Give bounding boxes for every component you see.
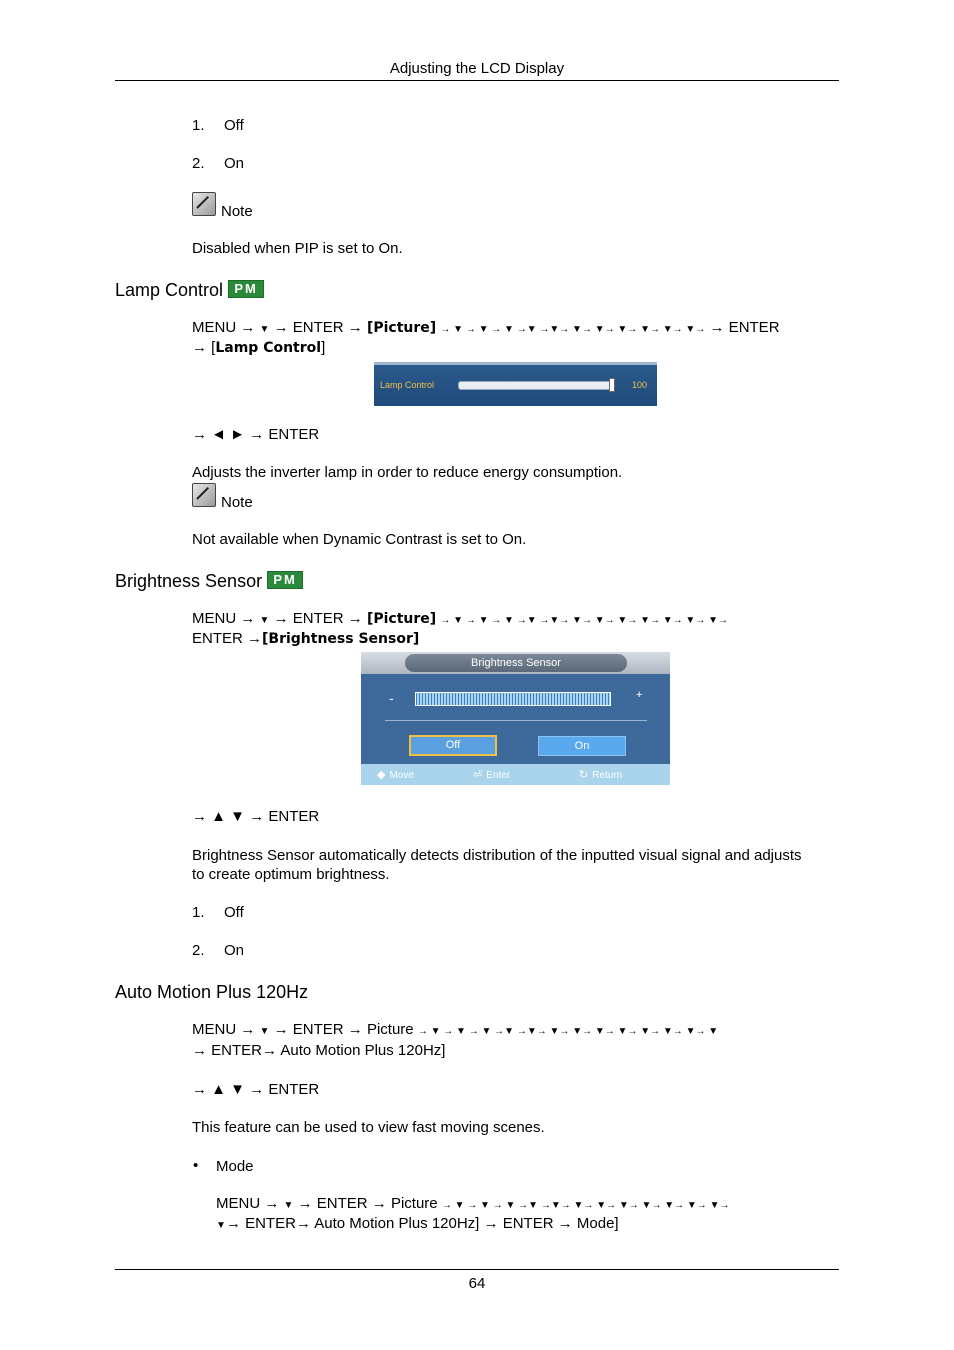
on-term: On [378,240,399,257]
bs-nav-instruction: → ▲ ▼ → ENTER [192,808,320,825]
list-num: 2. [192,155,205,172]
osd-on-button[interactable]: On [538,736,626,756]
note-label: Note [221,203,253,220]
list-num: 1. [192,904,205,921]
list-label: On [224,942,245,959]
section-heading-brightness-sensor: Brightness Sensor PM [115,571,303,592]
picture-menu-label: [Picture] [366,611,437,627]
osd-enter-hint: ⏎ Enter [473,769,511,781]
list-item [192,116,205,135]
list-item [192,154,205,173]
down-arrow-sequence-icon: → ▼ → ▼ → ▼ →▼ →▼→ ▼→ ▼→ ▼→ ▼→ ▼→ ▼→ [440,324,706,335]
lamp-menu-path-line1: MENU → ▼ → ENTER → [Picture] → ▼ → ▼ → ▼ →▼ →▼→ ▼→ ▼→ ▼→ ▼→ ▼→ ▼→ → ENTER [192,319,780,336]
amp-menu-path-line1: MENU → ▼ → ENTER → Picture → ▼ → ▼ → ▼ →▼ →▼→ ▼→ ▼→ ▼→ ▼→ ▼→ ▼→ ▼→ ▼ [192,1021,719,1038]
brightness-sensor-term: Brightness Sensor [192,847,315,864]
lamp-control-osd [374,362,657,406]
osd-title: Brightness Sensor [405,654,627,672]
section-heading-auto-motion-plus: Auto Motion Plus 120Hz [115,982,309,1002]
mode-menu-path-line1: MENU → ▼ → ENTER → Picture → ▼ → ▼ → ▼ →▼ →▼→ ▼→ ▼→ ▼→ ▼→ ▼→ ▼→ ▼→ [216,1195,730,1212]
header-rule [115,80,839,81]
picture-menu-label: Picture [366,1021,414,1038]
down-arrow-sequence-icon: → ▼ → ▼ → ▼ →▼ →▼→ ▼→ ▼→ ▼→ ▼→ ▼→ ▼→ ▼→ [440,615,729,626]
list-num: 1. [192,117,205,134]
page-number: 64 [468,1275,486,1292]
osd-plus[interactable]: + [636,689,643,701]
osd-move-hint: ◆ Move [377,769,414,781]
osd-lamp-slider-handle[interactable] [609,378,615,392]
mode-label: Mode [216,1158,254,1175]
osd-divider [385,720,647,721]
list-num: 2. [192,942,205,959]
osd-lamp-label: Lamp Control [380,380,435,390]
osd-off-button[interactable]: Off [409,735,497,756]
pm-badge-icon: PM [267,571,303,589]
amp-menu-path-line2: → ENTER→ Auto Motion Plus 120Hz] [192,1042,446,1059]
note-icon [192,483,216,512]
down-arrow-sequence-icon: → ▼ → ▼ → ▼ →▼ →▼→ ▼→ ▼→ ▼→ ▼→ ▼→ ▼→ ▼→ [441,1200,730,1211]
brightness-sensor-menu-label: [Brightness Sensor] [262,631,420,647]
osd-minus[interactable]: - [389,690,394,706]
pip-note-text: Disabled when PIP is set to On. [192,240,403,257]
bullet: • [193,1157,199,1174]
list-label: Off [224,904,244,921]
picture-menu-label: [Picture] [366,320,437,336]
bs-description-line1: Brightness Sensor automatically detects distribution of the inputted visual signal and adjusts [192,847,802,864]
lamp-nav-instruction: → ◄ ► → ENTER [192,426,320,443]
down-arrow-sequence-icon: → ▼ → ▼ → ▼ →▼ →▼→ ▼→ ▼→ ▼→ ▼→ ▼→ ▼→ ▼→ ▼ [417,1026,719,1037]
list-label: On [224,155,245,172]
section-heading-lamp-control: Lamp Control PM [115,280,264,301]
move-icon: ◆ [377,769,386,781]
lamp-note-text: Not available when Dynamic Contrast is set to On. [192,531,527,548]
brightness-sensor-osd [361,652,670,785]
down-arrow-icon: ▼ [259,615,270,626]
down-arrow-icon: ▼ [259,1026,270,1037]
osd-lamp-slider-track[interactable] [458,381,615,390]
bs-description-line2: to create optimum brightness. [192,866,390,883]
note-icon [192,192,216,221]
auto-motion-menu-label: Auto Motion Plus 120Hz] [280,1042,446,1059]
amp-nav-instruction: → ▲ ▼ → ENTER [192,1081,320,1098]
lamp-control-menu-label: Lamp Control [215,340,322,356]
osd-lamp-value: 100 [632,380,648,390]
osd-return-hint: ↻ Return [579,769,623,781]
enter-icon: ⏎ [473,769,483,781]
picture-menu-label: Picture [390,1195,438,1212]
mode-menu-path-line2: ▼→ ENTER→ Auto Motion Plus 120Hz] → ENTER → Mode] [216,1215,619,1232]
down-arrow-icon: ▼ [216,1220,226,1231]
footer-rule [115,1269,839,1270]
down-arrow-icon: ▼ [283,1200,294,1211]
lamp-menu-path-line2: → [Lamp Control] [192,339,326,356]
list-label: Off [224,117,244,134]
page-header-title: Adjusting the LCD Display [389,60,565,77]
bs-menu-path-line1: MENU → ▼ → ENTER → [Picture] → ▼ → ▼ → ▼ →▼ →▼→ ▼→ ▼→ ▼→ ▼→ ▼→ ▼→ ▼→ [192,610,729,627]
return-icon: ↻ [579,769,589,781]
pip-term: PIP [294,240,319,257]
lamp-description: Adjusts the inverter lamp in order to reduce energy consumption. [192,464,623,481]
note-label: Note [221,494,253,511]
pm-badge-icon: PM [228,280,264,298]
auto-motion-menu-label: Auto Motion Plus 120Hz] [314,1215,480,1232]
osd-brightness-slider[interactable] [415,692,611,706]
bs-menu-path-line2: ENTER →[Brightness Sensor] [192,630,420,647]
mode-menu-label: Mode] [576,1215,619,1232]
amp-description: This feature can be used to view fast moving scenes. [192,1119,545,1136]
down-arrow-icon: ▼ [259,324,270,335]
